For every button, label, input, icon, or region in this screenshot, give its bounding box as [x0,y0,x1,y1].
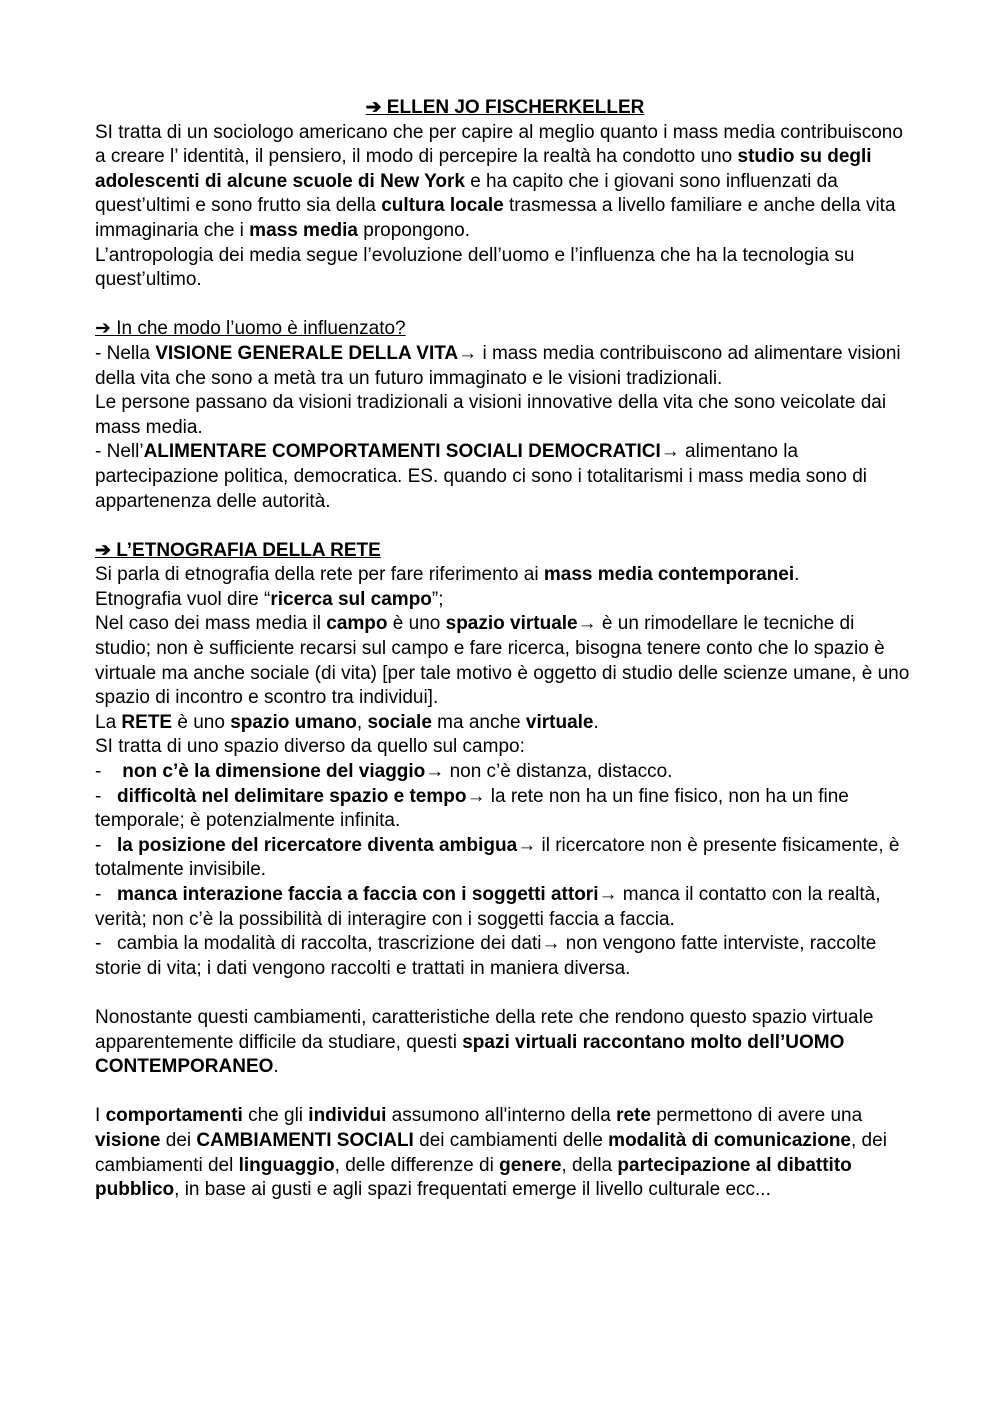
democratic-item: - Nell’ALIMENTARE COMPORTAMENTI SOCIALI DEMOCRATICI→ alimentano la partecipazione politica, democratica. ES. quando ci sono i totalitarismi i mass media sono di appartenenza delle autorità. [95,441,867,512]
ethnography-p1: Si parla di etnografia della rete per fare riferimento ai mass media contemporanei. [95,564,800,586]
ethnography-heading: ➔ L’ETNOGRAFIA DELLA RETE [95,539,381,561]
ethnography-p4: La RETE è uno spazio umano, sociale ma anche virtuale. [95,711,599,733]
list-item: - difficoltà nel delimitare spazio e tempo→ la rete non ha un fine fisico, non ha un fine temporale; è potenzialmente infinita. [95,785,849,832]
list-item: - non c’è la dimensione del viaggio→ non c’è distanza, distacco. [95,761,673,783]
despite-paragraph: Nonostante questi cambiamenti, caratteristiche della rete che rendono questo spazio virtuale apparentemente difficile da studiare, questi spazi virtuali raccontano molto dell’UOMO CONTEMPORANEO. [95,1006,874,1078]
ethnography-p3: Nel caso dei mass media il campo è uno spazio virtuale→ è un rimodellare le tecniche di studio; non è sufficiente recarsi sul campo e fare ricerca, bisogna tenere conto che lo spazio è virtuale ma anche sociale (di vita) [per tale motivo è oggetto di studio delle scienze umane, è uno spazio di incontro e scontro tra individui]. [95,613,910,709]
intro-paragraph: SI tratta di un sociologo americano che per capire al meglio quanto i mass media contribuiscono a creare l’ identità, il pensiero, il modo di percepire la realtà ha condotto uno studio su degli adolescenti di alcune scuole di New York e ha capito che i giovani sono influenzati da quest’ultimi e sono frutto sia della cultura locale trasmessa a livello familiare e anche della vita immaginaria che i mass media propongono. [95,121,903,241]
vision-item: - Nella VISIONE GENERALE DELLA VITA→ i mass media contribuiscono ad alimentare visioni della vita che sono a metà tra un futuro immaginato e le visioni tradizionali. [95,342,901,389]
list-item: - la posizione del ricercatore diventa ambigua→ il ricercatore non è presente fisicamente, è totalmente invisibile. [95,834,900,881]
ethnography-p2: Etnografia vuol dire “ricerca sul campo”; [95,588,444,610]
list-item: - manca interazione faccia a faccia con i soggetti attori→ manca il contatto con la realtà, verità; non c’è la possibilità di interagire con i soggetti faccia a faccia. [95,884,881,930]
behaviours-paragraph: I comportamenti che gli individui assumono all'interno della rete permettono di avere una visione dei CAMBIAMENTI SOCIALI dei cambiamenti delle modalità di comunicazione, dei cambiamenti del linguaggio, delle differenze di genere, della partecipazione al dibattito pubblico, in base ai gusti e agli spazi frequentati emerge il livello culturale ecc... [95,1105,887,1201]
influence-heading: ➔ In che modo l’uomo è influenzato? [95,318,406,340]
ethnography-p5: SI tratta di uno spazio diverso da quello sul campo: [95,736,525,758]
anthropology-paragraph: L’antropologia dei media segue l’evoluzione dell’uomo e l’influenza che ha la tecnologia su quest’ultimo. [95,244,855,291]
differences-list [95,760,915,981]
list-item: - cambia la modalità di raccolta, trascrizione dei dati→ non vengono fatte interviste, raccolte storie di vita; i dati vengono raccolti e trattati in maniera diversa. [95,933,877,979]
people-paragraph: Le persone passano da visioni tradizionali a visioni innovative della vita che sono veicolate dai mass media. [95,392,887,438]
document-page [95,96,915,1203]
document-title: ➔ ELLEN JO FISCHERKELLER [365,97,645,118]
